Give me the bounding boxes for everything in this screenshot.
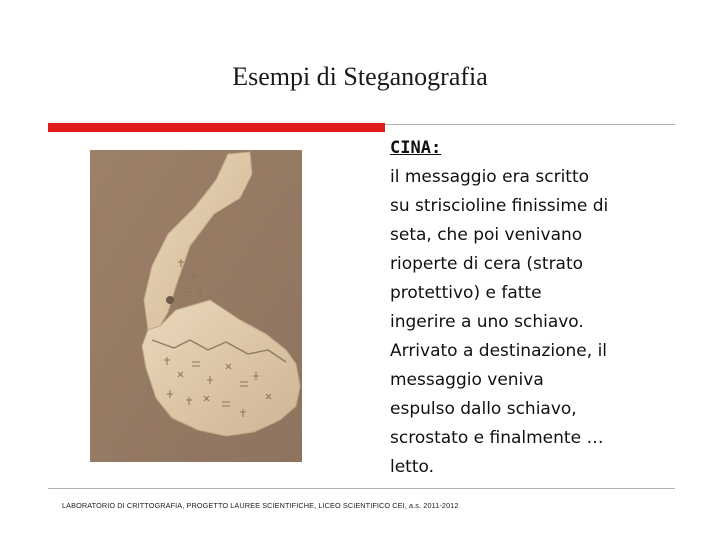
body-line: messaggio veniva — [390, 370, 544, 390]
body-line: scrostato e finalmente … — [390, 428, 604, 448]
body-line: Arrivato a destinazione, il — [390, 341, 608, 361]
title-divider-line — [385, 124, 675, 125]
footer-text: LABORATORIO DI CRITTOGRAFIA, PROGETTO LAUREE SCIENTIFICHE, LICEO SCIENTIFICO CEI, a.s. 2011-2012 — [62, 501, 459, 510]
body-line: rioperte di cera (strato — [390, 254, 584, 274]
body-line: protettivo) e fatte — [390, 283, 542, 303]
footer-divider-line — [48, 488, 675, 489]
title-accent-bar — [48, 123, 385, 132]
body-line: letto. — [390, 457, 435, 477]
description-text — [390, 134, 690, 482]
body-line: ingerire a uno schiavo. — [390, 312, 584, 332]
body-line: il messaggio era scritto — [390, 167, 590, 187]
oracle-bone-photo — [90, 150, 302, 462]
section-heading: CINA: — [390, 138, 442, 158]
slide-title: Esempi di Steganografia — [232, 62, 488, 91]
body-line: seta, che poi venivano — [390, 225, 583, 245]
body-line: espulso dallo schiavo, — [390, 399, 577, 419]
oracle-bone-image — [90, 150, 302, 462]
body-line: su striscioline finissime di — [390, 196, 609, 216]
